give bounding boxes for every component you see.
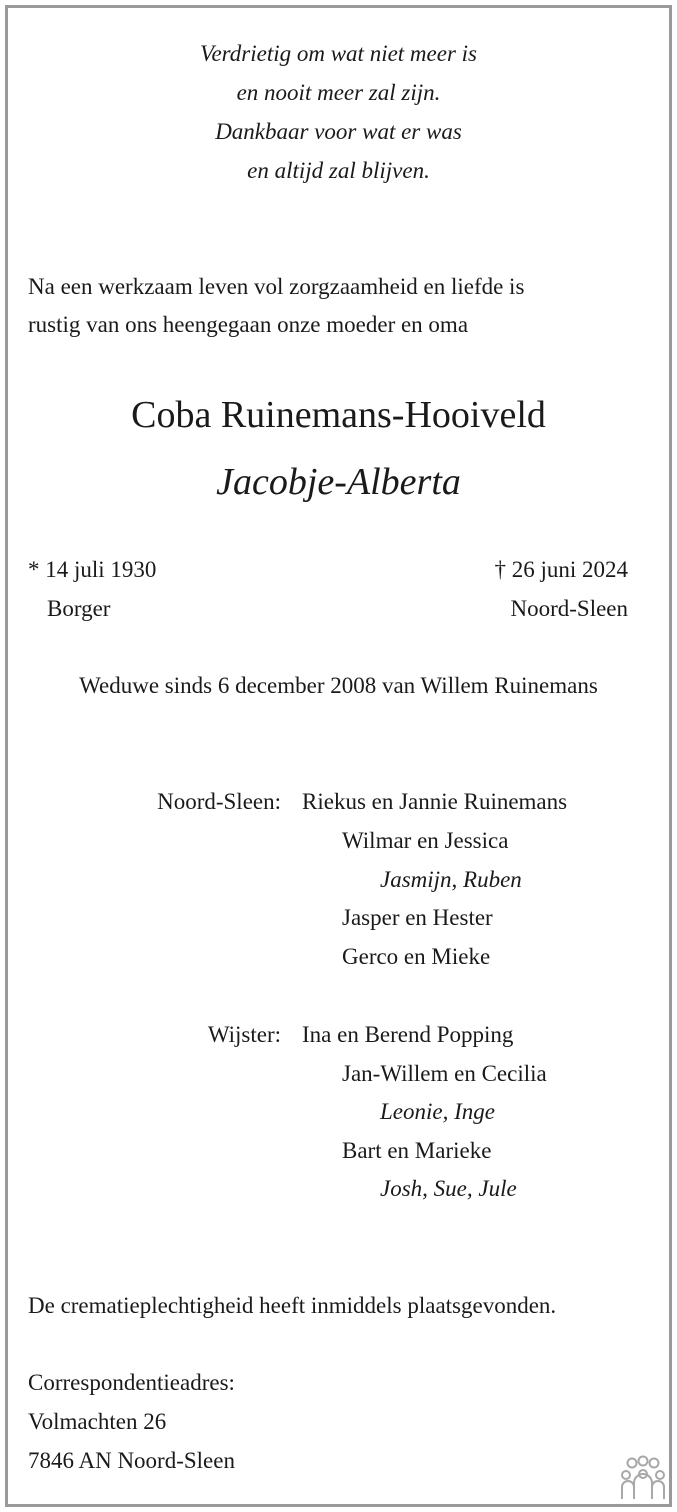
notice-frame	[5, 5, 672, 1507]
family-head: Ina en Berend Popping	[302, 1022, 514, 1047]
intro-text	[28, 268, 524, 344]
family-grandchildren: Josh, Sue, Jule	[380, 1176, 517, 1201]
death-place: Noord-Sleen	[510, 596, 628, 621]
family-child-couple: Gerco en Mieke	[342, 944, 491, 969]
family-place: Noord-Sleen:	[157, 789, 281, 814]
birth-date: * 14 juli 1930	[28, 557, 157, 582]
family-child-couple: Jan-Willem en Cecilia	[342, 1061, 547, 1086]
family-place: Wijster:	[207, 1022, 281, 1047]
poem-line: en nooit meer zal zijn.	[236, 80, 441, 105]
widow-line: Weduwe sinds 6 december 2008 van Willem Ruinemans	[79, 673, 598, 698]
people-group-icon	[618, 1455, 668, 1501]
poem-line: Verdrietig om wat niet meer is	[199, 41, 478, 66]
intro-line: rustig van ons heengegaan onze moeder en oma	[28, 312, 469, 337]
poem-line: en altijd zal blijven.	[247, 158, 430, 183]
intro-line: Na een werkzaam leven vol zorgzaamheid en liefde is	[28, 274, 525, 299]
family-grandchildren: Leonie, Inge	[380, 1099, 495, 1124]
correspondence-label: Correspondentieadres:	[28, 1370, 235, 1395]
deceased-given-name: Jacobje-Alberta	[216, 461, 461, 503]
family-head: Riekus en Jannie Ruinemans	[302, 789, 568, 814]
correspondence-street: Volmachten 26	[28, 1409, 167, 1434]
cremation-note: De crematieplechtigheid heeft inmiddels plaatsgevonden.	[28, 1293, 557, 1318]
poem-line: Dankbaar voor wat er was	[215, 119, 462, 144]
death-date: † 26 juni 2024	[494, 557, 628, 582]
deceased-name: Coba Ruinemans-Hooiveld	[131, 394, 546, 436]
correspondence-city: 7846 AN Noord-Sleen	[28, 1448, 235, 1473]
poem	[0, 34, 677, 190]
family-child-couple: Bart en Marieke	[342, 1138, 492, 1163]
family-child-couple: Jasper en Hester	[342, 905, 493, 930]
birth-place: Borger	[47, 596, 111, 621]
family-child-couple: Wilmar en Jessica	[342, 828, 509, 853]
family-grandchildren: Jasmijn, Ruben	[380, 867, 522, 892]
